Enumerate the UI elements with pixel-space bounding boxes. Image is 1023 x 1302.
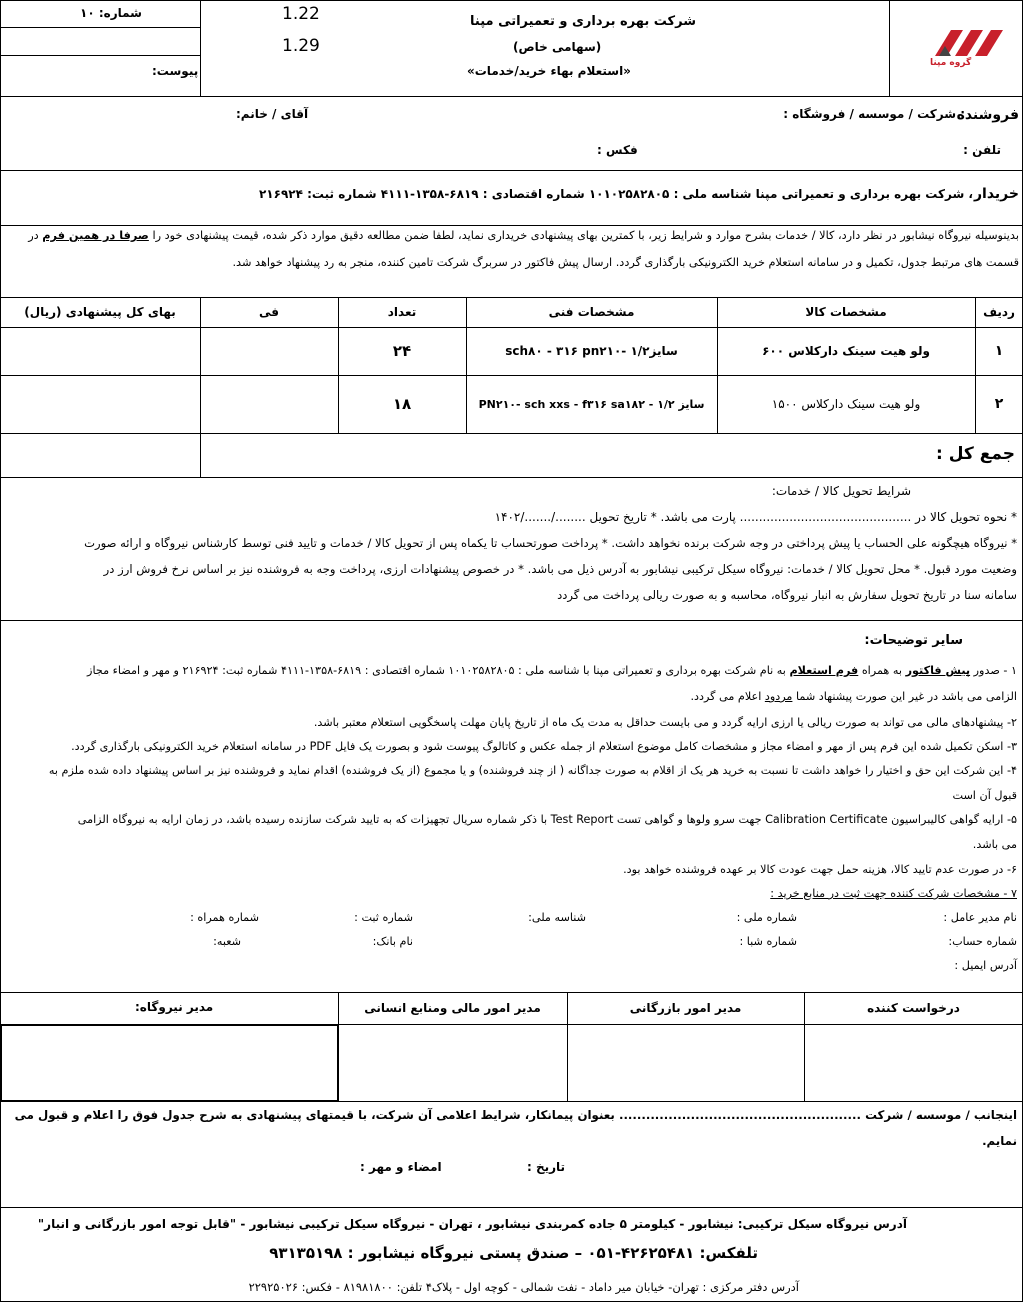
th-unit-price: فی [259,305,279,319]
conditions-line-4: سامانه سنا در تاریخ تحویل سفارش به انبار نیروگاه، محاسبه و به صورت ریالی پرداخت می گردد [557,588,1017,602]
th-row-number: ردیف [983,305,1015,319]
note-4: ۴- این شرکت این حق و اختیار را خواهد داشت تا نسبت به خرید هر یک از اقلام به صورت جداگانه ( از چند فروشنده) و یا مجموع (از یک فروشنده) اقدام نماید و فروشنده نیز بر اساس پیشنهاد داده شده ملزم به [48,764,1017,777]
table-row-1-unit-price[interactable] [200,327,338,375]
field-company-id[interactable]: شناسه ملی: [528,911,586,924]
conditions-line-1: * نحوه تحویل کالا در ............................................. پارت می باشد. * تاریخ تحویل ......../......./۱۴۰۲ [494,510,1017,524]
table-row-1-number: ۱ [994,343,1004,359]
field-mobile[interactable]: شماره همراه : [190,911,259,924]
declaration-line-1: اینجانب / موسسه / شرکت ...................................................... بعنوان پیمانکار، شرایط اعلامی آن شرکت، با قیمتهای پیشنهادی به شرح جدول فوق را اعلام و قبول می [14,1108,1017,1122]
note-1-rejected: مردود [764,690,793,703]
header-divider-right [889,0,890,97]
note-top: 1.22 [282,4,320,24]
buyer-line: ، شرکت بهره برداری و تعمیراتی مپنا شناسه ملی : ۱۰۱۰۲۵۸۲۸۰۵ شماره اقتصادی : ۶۸۱۹-۱۳۵۸-۴۱۱۱ شماره ثبت: ۲۱۶۹۲۴ [258,187,973,201]
number-label: شماره: ۱۰ [80,6,142,20]
note-5: ۵- ارایه گواهی کالیبراسیون Calibration Certificate جهت سرو ولوها و گواهی تست Test Report با ذکر شماره سریال تجهیزات که به تایید شرکت سازنده رسیده باشد، در زمان ارایه به نیروگاه الزامی [77,813,1017,826]
table-row-1-spec: سایز۱/۲ -sch۸۰ - ۳۱۶ pn۲۱۰ [505,344,678,358]
sig-requester: درخواست کننده [867,1001,960,1015]
field-national-id[interactable]: شماره ملی : [736,911,797,924]
sig-finance-manager: مدیر امور مالی ومنابع انسانی [364,1001,541,1015]
other-notes-title: سایر توضیحات: [864,633,963,648]
note-bottom: 1.29 [282,36,320,56]
intro-line-2: قسمت های مرتبط جدول، تکمیل و در سامانه استعلام خرید الکترونیکی بارگذاری گردد. ارسال پیش فاکتور در سربرگ شرکت تامین کننده، منجر به رد پیشنهاد خواهد شد. [232,256,1019,269]
field-email[interactable]: آدرس ایمیل : [954,959,1017,972]
note-2: ۲- پیشنهادهای مالی می تواند به صورت ریالی یا ارزی ارایه گردد و می بایست حداقل به مدت یک ماه از تاریخ پایان مهلت پاسخگویی استعلام معتبر باشد. [313,716,1017,729]
total-divider [200,433,201,478]
note-4-line-2: قبول آن است [952,789,1017,802]
mapna-logo-icon [905,18,1015,80]
field-account-number[interactable]: شماره حساب: [948,935,1017,948]
company-type: (سهامی خاص) [513,40,602,54]
declaration-date-label[interactable]: تاریخ : [527,1160,566,1174]
footer-central-office: آدرس دفتر مرکزی : تهران- خیابان میر داماد - نفت شمالی - کوچه اول - پلاک۴ تلفن: ۸۱۹۸۱۸۰۰ - فکس: ۲۲۹۲۵۰۲۶ [248,1280,799,1294]
table-row-2-number: ۲ [994,396,1004,412]
th-tech-spec: مشخصات فنی [548,305,635,319]
note-7: ۷ - مشخصات شرکت کننده جهت ثبت در منابع خرید : [770,887,1017,900]
intro-emphasis: صرفا در همین فرم [42,229,149,242]
intro-line-1-c: در [28,229,43,242]
table-row-1-item: ولو هیت سینک دارکلاس ۶۰۰ [762,344,930,358]
field-bank-name[interactable]: نام بانک: [372,935,413,948]
seller-phone-label[interactable]: تلفن : [963,143,1001,157]
total-value[interactable] [0,433,200,478]
intro-line-1 [28,229,1019,242]
declaration-line-2: نمایم. [982,1134,1017,1148]
logo-text: گروه مپنا [930,58,972,68]
table-row-2-total-price[interactable] [0,375,200,433]
attachment-label: پیوست: [152,64,199,78]
note-5-line-2: می باشد. [972,838,1017,851]
conditions-title: شرایط تحویل کالا / خدمات: [771,484,911,498]
footer-phone: تلفکس: ۴۲۶۲۵۴۸۱-۰۵۱ – صندق پستی نیروگاه نیشابور : ۹۳۱۳۵۱۹۸ [269,1244,758,1262]
seller-company-label: : شرکت / موسسه / فروشگاه : [783,107,965,121]
note-1-line-1 [87,664,1017,677]
sig-plant-manager: مدیر نیروگاه: [135,1000,214,1014]
conditions-line-3: وضعیت مورد قبول. * محل تحویل کالا / خدمات: نیروگاه سیکل ترکیبی نیشابور به آدرس ذیل می باشد. * در خصوص پیشنهادات ارزی، پرداخت وجه به فروشنده نیز بر اساس نرخ فروش ارز در [103,562,1017,576]
buyer-title: خریدار [973,186,1019,202]
header-divider-left [200,0,201,97]
form-title: «استعلام بهاء خرید/خدمات» [467,64,631,78]
company-name: شرکت بهره برداری و تعمیراتی مپنا [470,14,696,29]
sig-left-box-border [0,1024,339,1102]
note-1-line-2 [690,690,1017,703]
seller-person-label[interactable]: آقای / خانم: [236,107,309,121]
field-branch[interactable]: شعبه: [213,935,241,948]
header-left-row-2 [0,55,200,56]
field-registration-number[interactable]: شماره ثبت : [354,911,413,924]
intro-line-1-a: بدینوسیله نیروگاه نیشابور در نظر دارد، کالا / خدمات بشرح موارد و شرایط زیر، با کمترین بهای پیشنهادی خریداری نماید، لطفا ضمن مطالعه دقیق موارد ذکر شده، قیمت پیشنهادی خود را [148,229,1019,242]
table-row-1-qty: ۲۴ [392,342,412,360]
note-1-proforma: پیش فاکتور [905,664,971,677]
table-row-2-item: ولو هیت سینک دارکلاس ۱۵۰۰ [771,397,921,411]
field-sheba[interactable]: شماره شبا : [739,935,797,948]
table-row-2-unit-price[interactable] [200,375,338,433]
seller-fax-label[interactable]: فکس : [597,143,638,157]
total-label: جمع کل : [936,444,1015,464]
header-left-row-1 [0,27,200,28]
note-1-line-2-c: اعلام می گردد. [690,690,765,703]
note-1-c: به همراه [858,664,906,677]
seller-title: فروشنده [956,107,1019,123]
note-1-a: ۱ - صدور [970,664,1017,677]
note-1-inquiry-form: فرم استعلام [789,664,859,677]
th-total-price: بهای کل پیشنهادی (ریال) [24,305,176,319]
conditions-line-2: * نیروگاه هیچگونه علی الحساب یا پیش پرداختی در وجه شرکت برنده نخواهد داشت. * پرداخت صورتحساب تا یکماه پس از تحویل کالا / خدمات و تایید فنی توسط کارشناس نیروگاه و ارائه صورت [84,536,1017,550]
note-6: ۶- در صورت عدم تایید کالا، هزینه حمل جهت عودت کالا بر عهده فروشنده خواهد بود. [623,863,1017,876]
mapna-logo [905,18,1015,80]
note-3: ۳- اسکن تکمیل شده این فرم پس از مهر و امضاء مجاز و مشخصات کامل موضوع استعلام از جمله عکس و کاتالوگ پیوست شود و بصورت یک فایل PDF در سامانه استعلام خرید الکترونیکی بارگذاری گردد. [71,740,1017,753]
note-1-line-2-a: الزامی می باشد در غیر این صورت پیشنهاد شما [792,690,1017,703]
field-ceo-name[interactable]: نام مدیر عامل : [943,911,1017,924]
sig-commercial-manager: مدیر امور بازرگانی [629,1001,742,1015]
table-row-1-total-price[interactable] [0,327,200,375]
th-item-spec: مشخصات کالا [805,305,887,319]
note-1-e: به نام شرکت بهره برداری و تعمیراتی مپنا با شناسه ملی : ۱۰۱۰۲۵۸۲۸۰۵ شماره اقتصادی : ۶۸۱۹-۱۳۵۸-۴۱۱۱ شماره ثبت: ۲۱۶۹۲۴ و مهر و امضاء مجاز [87,664,790,677]
table-row-2-spec: سایز ۱/۲ - PN۲۱۰- sch xxs - f۳۱۶ sa۱۸۲ [478,397,705,411]
table-row-2-qty: ۱۸ [392,395,412,413]
footer-address: آدرس نیروگاه سیکل ترکیبی: نیشابور - کیلومتر ۵ جاده کمربندی نیشابور ، تهران - نیروگاه سیکل ترکیبی نیشابور - "قابل توجه امور بازرگانی و انبار" [37,1217,907,1231]
th-quantity: تعداد [387,305,417,319]
declaration-sign-label[interactable]: امضاء و مهر : [360,1160,442,1174]
